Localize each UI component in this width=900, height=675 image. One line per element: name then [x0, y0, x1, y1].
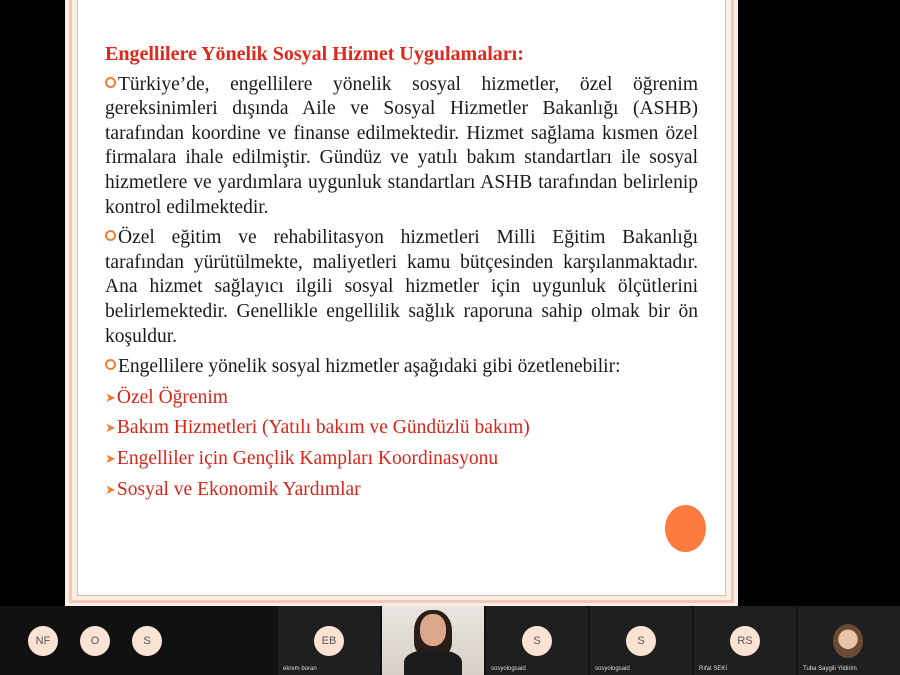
- slide-paragraph: Engellilere yönelik sosyal hizmetler aşağıdaki gibi özetlenebilir:: [105, 355, 698, 380]
- arrow-bullet-icon: ➤: [105, 389, 116, 405]
- participant-avatar: RS: [730, 626, 760, 656]
- participant-name: Tuba Saygili Yildirim: [803, 666, 857, 672]
- arrow-bullet-icon: ➤: [105, 420, 116, 436]
- slide-title: Engellilere Yönelik Sosyal Hizmet Uygulamaları:: [105, 43, 524, 65]
- participant-tile[interactable]: [590, 606, 692, 675]
- participant-name: sosyologsaid: [491, 666, 526, 672]
- participant-avatar: S: [626, 626, 656, 656]
- participant-avatar: EB: [314, 626, 344, 656]
- slide-sub-item: ➤Özel Öğrenim: [105, 386, 228, 408]
- participant-photo: [833, 624, 863, 658]
- slide-sub-item: ➤Sosyal ve Ekonomik Yardımlar: [105, 478, 361, 500]
- circle-bullet-icon: [105, 77, 116, 88]
- slide-sub-item: ➤Engelliler için Gençlik Kampları Koordinasyonu: [105, 447, 499, 469]
- participant-avatar: S: [522, 626, 552, 656]
- circle-bullet-icon: [105, 359, 116, 370]
- participant-name: ekrem boran: [283, 666, 317, 672]
- arrow-bullet-icon: ➤: [105, 450, 116, 466]
- slide-sub-item: ➤Bakım Hizmetleri (Yatılı bakım ve Gündüzlü bakım): [105, 417, 530, 439]
- presentation-slide: [65, 0, 738, 606]
- slide-content: [105, 42, 698, 508]
- participant-name: sosyologsaid: [595, 666, 630, 672]
- participant-avatar[interactable]: O: [80, 626, 110, 656]
- decorative-orange-circle: [665, 505, 706, 552]
- participant-avatar[interactable]: NF: [28, 626, 58, 656]
- slide-paragraph: Türkiye’de, engellilere yönelik sosyal hizmetler, özel öğrenim gereksinimleri dışında Aile ve Sosyal Hizmetler Bakanlığı (ASHB) tarafından koordine ve finanse edilmektedir. Hizmet sağlama kısmen özel firmalara ihale edilmiştir. Gündüz ve yatılı bakım standartları ile sosyal hizmetlere ve yardımlara uygunluk standartları ASHB tarafından belirlenip kontrol edilmektedir.: [105, 73, 698, 218]
- circle-bullet-icon: [105, 230, 116, 241]
- arrow-bullet-icon: ➤: [105, 481, 116, 497]
- participant-avatar[interactable]: S: [132, 626, 162, 656]
- participant-tile[interactable]: [694, 606, 796, 675]
- speaker-body: [404, 650, 462, 675]
- participant-video-tile[interactable]: [382, 606, 484, 675]
- participant-name: Rıfat SEKİ: [699, 666, 728, 672]
- participant-tile[interactable]: [278, 606, 380, 675]
- participant-strip: [0, 606, 900, 675]
- speaker-face: [420, 614, 446, 646]
- participant-tile[interactable]: [486, 606, 588, 675]
- participant-tile[interactable]: [798, 606, 900, 675]
- slide-paragraph: Özel eğitim ve rehabilitasyon hizmetleri Milli Eğitim Bakanlığı tarafından yürütülmekte, maliyetleri kamu bütçesinden karşılanmaktadır. Ana hizmet sağlayıcı ilgili sosyal hizmetler için uygunluk ölçütlerini belirlemektedir. Genellikle engellilik sağlık raporuna sahip olmak bir ön koşuldur.: [105, 227, 698, 347]
